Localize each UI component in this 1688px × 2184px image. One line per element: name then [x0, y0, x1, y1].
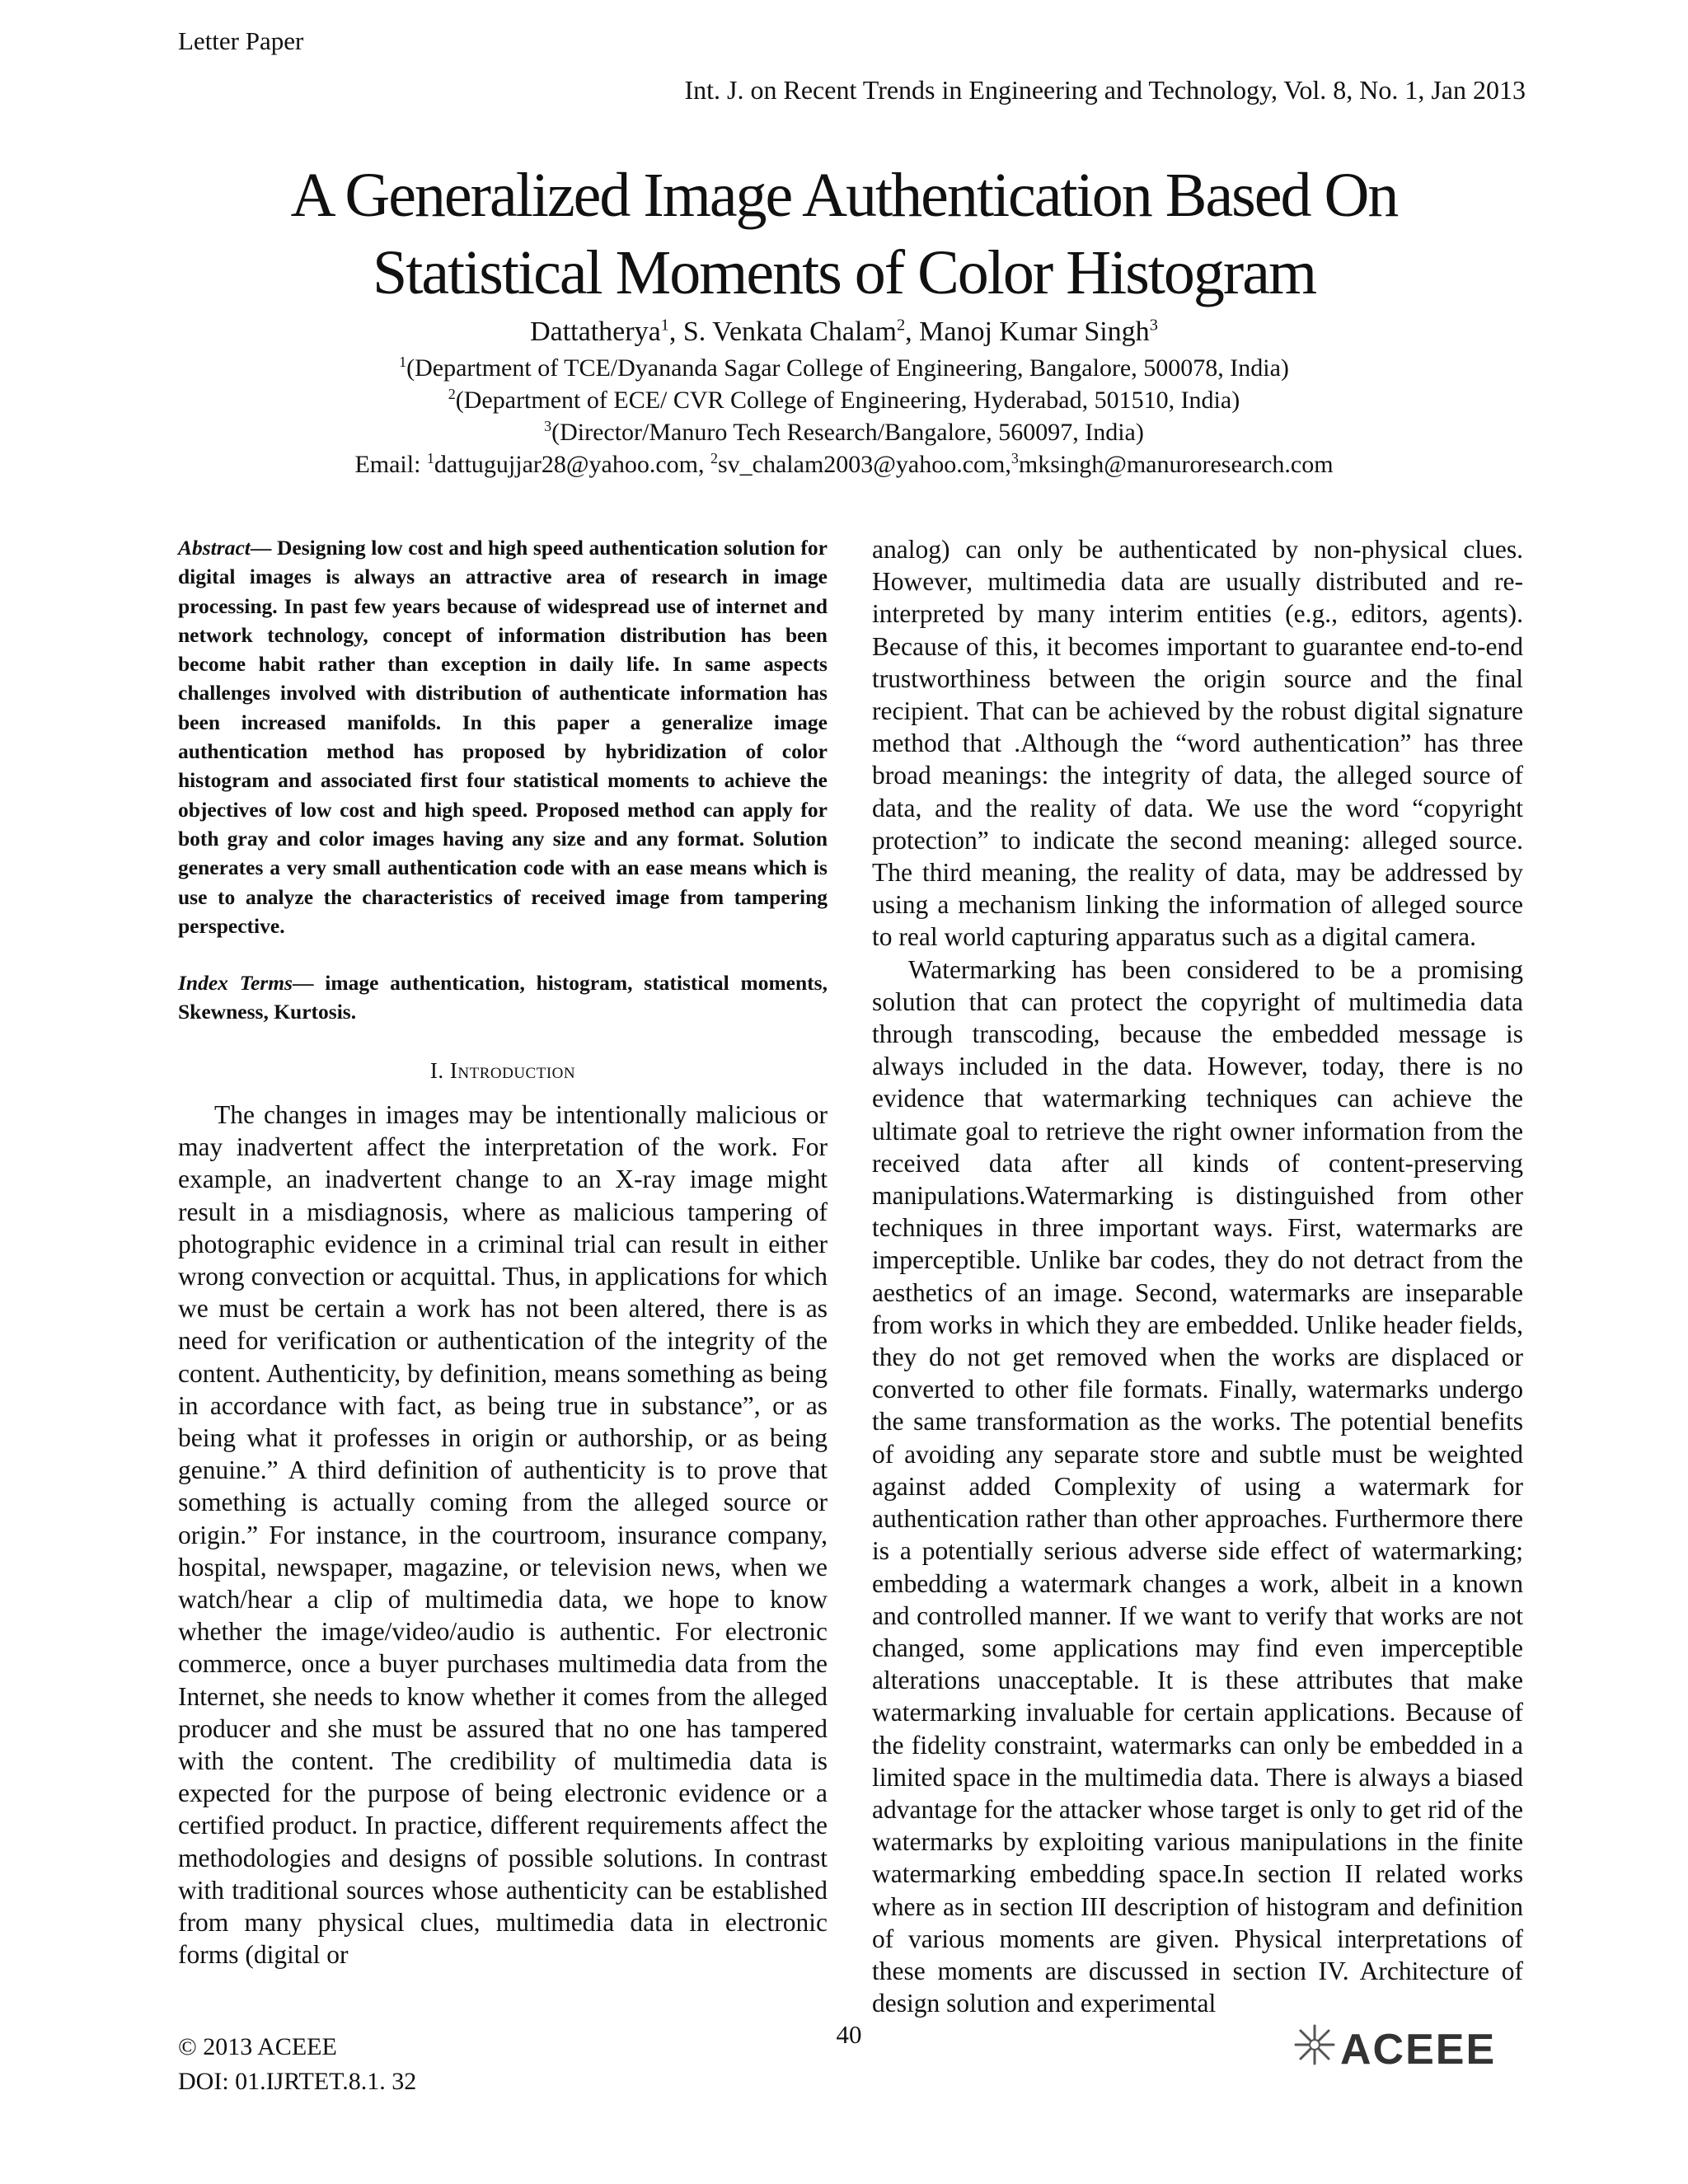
email-2: sv_chalam2003@yahoo.com, [717, 451, 1011, 478]
publisher-logo [1292, 2021, 1523, 2079]
author-list [0, 315, 1688, 349]
star-burst-icon [1292, 2022, 1340, 2078]
index-terms-label: Index Terms [178, 971, 293, 996]
footer-copyright: © 2013 ACEEE [178, 2033, 337, 2060]
affiliation-2-text: (Department of ECE/ CVR College of Engineering, Hyderabad, 501510, India) [455, 387, 1240, 414]
author-1-marker: 1 [660, 316, 669, 335]
introduction-paragraph-1: The changes in images may be intentionally malicious or may inadvertent affect the interpretation of the work. For example, an inadvertent change to an X-ray image might result in a misdiagnosis, where as malicious tampering of photographic evidence in a criminal trial can result in either wrong convection or acquittal. Thus, in applications for which we must be certain a work has not been altered, there is as need for verification or authentication of the integrity of the content. Authenticity, by definition, means something as being in accordance with fact, as being true in substance”, or as being what it professes in origin or authorship, or as being genuine.” A third definition of authenticity is to prove that something is actually coming from the alleged source or origin.” For instance, in the courtroom, insurance company, hospital, newspaper, magazine, or television news, when we watch/hear a clip of multimedia data, we hope to know whether the image/video/audio is authentic. For electronic commerce, once a buyer purchases multimedia data from the Internet, she needs to know whether it comes from the alleged producer and she must be assured that no one has tampered with the content. The credibility of multimedia data is expected for the purpose of being electronic evidence or a certified product. In practice, different requirements affect the methodologies and designs of possible solutions. In contrast with traditional sources whose authenticity can be established from many physical clues, multimedia data in electronic forms (digital or [178, 1099, 828, 1970]
paper-type-label: Letter Paper [178, 26, 304, 55]
right-column [872, 533, 1523, 2019]
email-line [0, 449, 1688, 480]
left-column [178, 533, 828, 1971]
affiliation-1-text: (Department of TCE/Dyananda Sagar College of Engineering, Bangalore, 500078, India) [406, 354, 1289, 382]
right-paragraph-1: analog) can only be authenticated by non-physical clues. However, multimedia data are usually distributed and re-interpreted by many interim entities (e.g., editors, agents). Because of this, it becomes important to guarantee end-to-end trustworthiness between the origin source and the final recipient. That can be achieved by the robust digital signature method that .Although the “word authentication” has three broad meanings: the integrity of data, the alleged source of data, and the reality of data. We use the word “copyright protection” to indicate the second meaning: alleged source. The third meaning, the reality of data, may be addressed by using a mechanism linking the information of alleged source to real world capturing apparatus such as a digital camera. [872, 535, 1523, 952]
author-2: , S. Venkata Chalam [668, 316, 897, 347]
email-2-marker: 2 [710, 450, 718, 466]
author-2-marker: 2 [896, 316, 906, 335]
affiliation-2-marker: 2 [448, 386, 456, 402]
email-3: mksingh@manuroresearch.com [1018, 451, 1334, 478]
email-prefix: Email: [354, 451, 427, 478]
right-paragraph-2: Watermarking has been considered to be a promising solution that can protect the copyright of multimedia data through transcoding, because the embedded message is always included in the data. However, today, there is no evidence that watermarking techniques can achieve the ultimate goal to retrieve the right owner information from the received data after all kinds of content-preserving manipulations.Watermarking is distinguished from other techniques in three important ways. First, watermarks are imperceptible. Unlike bar codes, they do not detract from the aesthetics of an image. Second, watermarks are inseparable from works in which they are embedded. Unlike header fields, they do not get removed when the works are displaced or converted to other file formats. Finally, watermarks undergo the same transformation as the works. The potential benefits of avoiding any separate store and subtle must be weighted against added Complexity of using a watermark for authentication rather than other approaches. Furthermore there is a potentially serious adverse side effect of watermarking; embedding a watermark changes a work, albeit in a known and controlled manner. If we want to verify that works are not changed, some applications may find even imperceptible alterations unacceptable. It is these attributes that make watermarking invaluable for certain applications. Because of the fidelity constraint, watermarks can only be embedded in a limited space in the multimedia data. There is always a biased advantage for the attacker whose target is only to get rid of the watermarks by exploiting various manipulations in the finite watermarking embedding space.In section II related works where as in section III description of histogram and definition of various moments are given. Physical interpretations of these moments are discussed in section IV. Architecture of design solution and experimental [872, 954, 1523, 2018]
author-3-marker: 3 [1149, 316, 1158, 335]
author-3: , Manoj Kumar Singh [905, 316, 1150, 347]
affiliation-3-marker: 3 [544, 418, 552, 434]
email-3-marker: 3 [1010, 450, 1019, 466]
section-heading-introduction: I. Introduction [429, 1057, 576, 1083]
affiliation-1-marker: 1 [399, 354, 407, 370]
email-1-marker: 1 [426, 450, 434, 466]
index-terms-text: — image authentication, histogram, statistical moments, Skewness, Kurtosis. [178, 971, 828, 1024]
affiliation-2 [0, 385, 1688, 416]
footer-doi: DOI: 01.IJRTET.8.1. 32 [178, 2068, 417, 2095]
affiliation-3-text: (Director/Manuro Tech Research/Bangalore, 560097, India) [551, 419, 1144, 446]
author-1: Dattatherya [530, 316, 661, 347]
abstract [178, 533, 828, 940]
abstract-text: — Designing low cost and high speed authentication solution for digital images is always an attractive area of research in image processing. In past few years because of widespread use of internet and network technology, concept of information distribution has been become habit rather than exception in daily life. In same aspects challenges involved with distribution of authenticate information has been increased manifolds. In this paper a generalize image authentication method has proposed by hybridization of color histogram and associated first four statistical moments to achieve the objectives of low cost and high speed. Proposed method can apply for both gray and color images having any size and any format. Solution generates a very small authentication code with an ease means which is use to analyze the characteristics of received image from tampering perspective. [178, 536, 828, 938]
index-terms [178, 968, 828, 1027]
affiliation-1 [0, 353, 1688, 384]
affiliation-3 [0, 417, 1688, 448]
page-number: 40 [836, 2020, 862, 2049]
email-1: dattugujjar28@yahoo.com, [434, 451, 710, 478]
title-line-1: A Generalized Image Authentication Based On [290, 161, 1398, 230]
paper-title [0, 157, 1688, 312]
publisher-logo-text: ACEEE [1340, 2026, 1497, 2074]
journal-citation: Int. J. on Recent Trends in Engineering and Technology, Vol. 8, No. 1, Jan 2013 [684, 75, 1526, 105]
abstract-label: Abstract [178, 536, 251, 560]
title-line-2: Statistical Moments of Color Histogram [372, 238, 1316, 307]
